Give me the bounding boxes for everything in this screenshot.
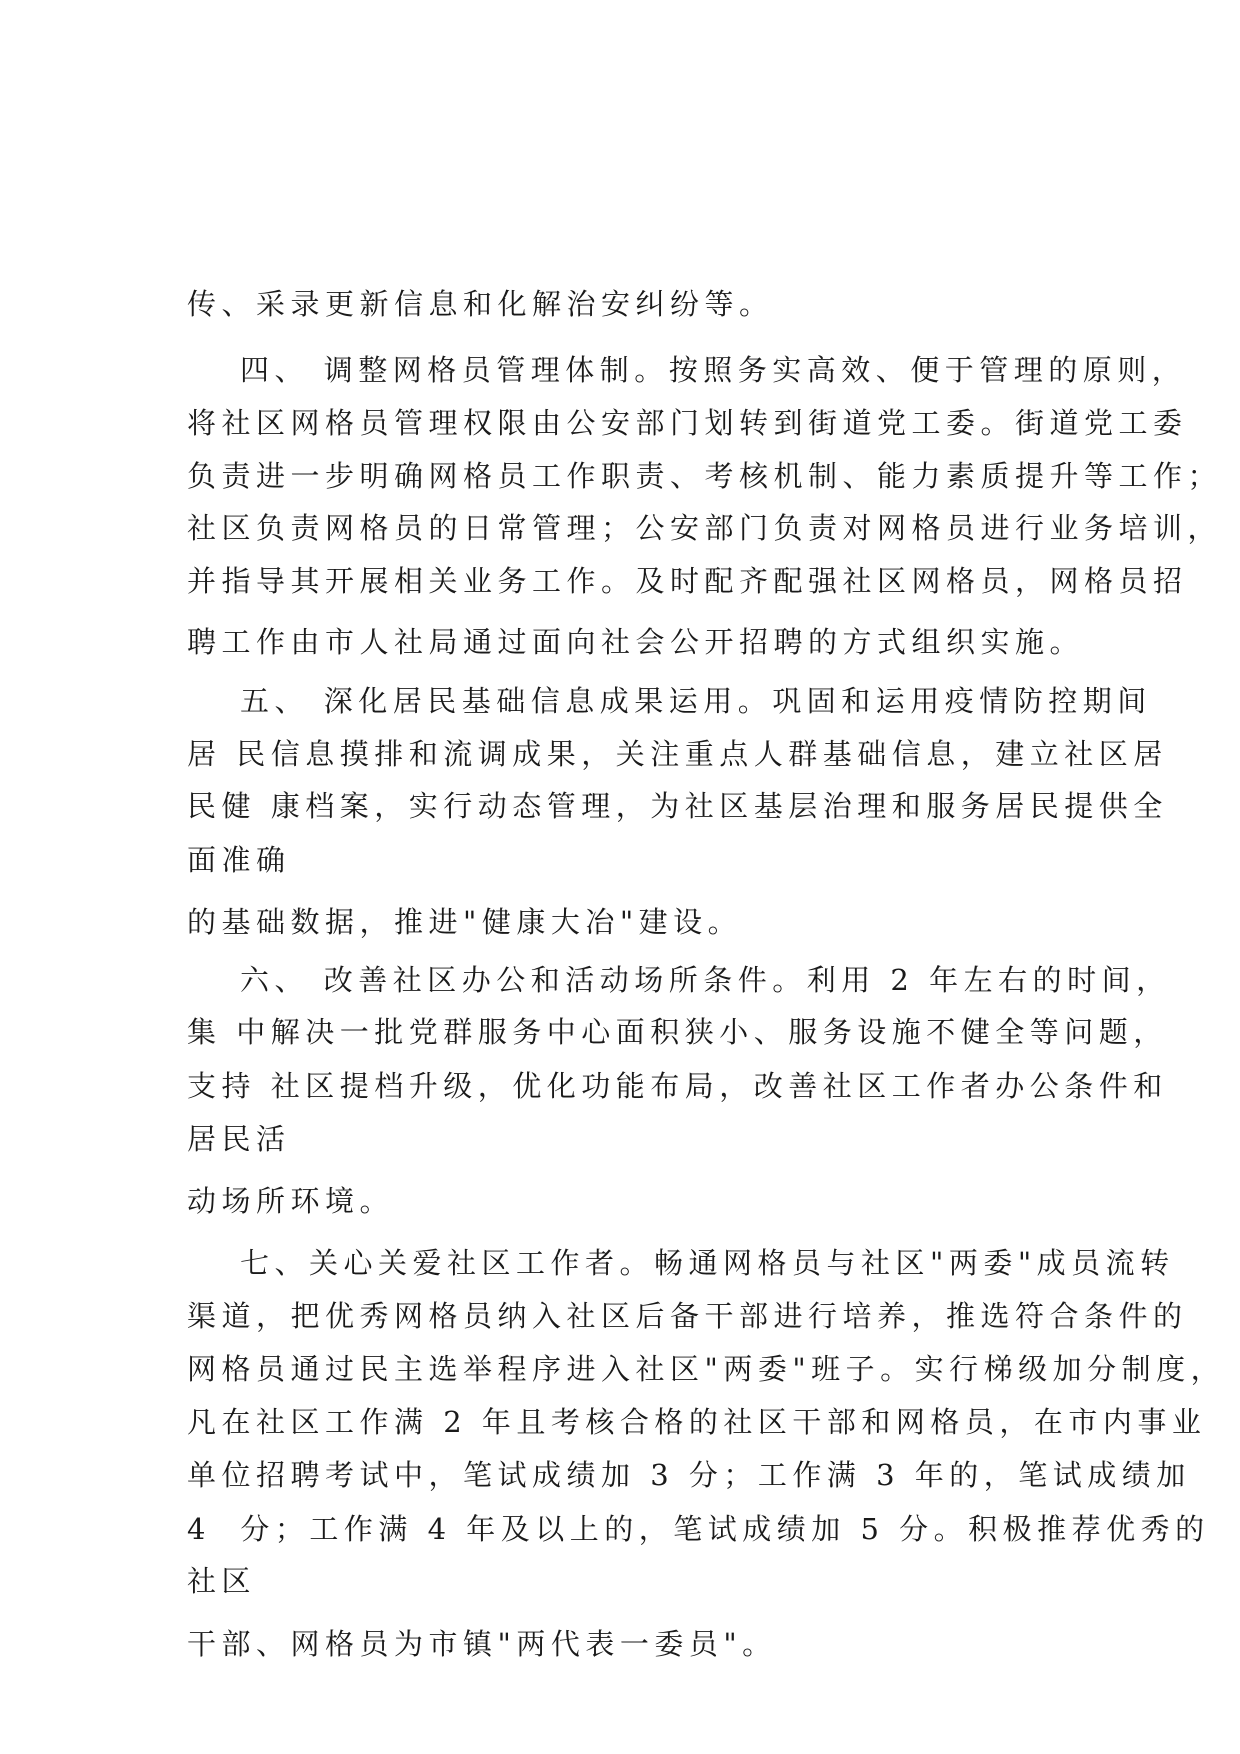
text-line: 干部、网格员为市镇"两代表一委员"。 — [187, 1627, 777, 1661]
text-line: 4 分；工作满 4 年及以上的，笔试成绩加 5 分。积极推荐优秀的 — [187, 1512, 1210, 1546]
text-line: 民健 康档案，实行动态管理，为社区基层治理和服务居民提供全 — [187, 789, 1168, 823]
text-line: 将社区网格员管理权限由公安部门划转到街道党工委。街道党工委 — [187, 406, 1188, 440]
text-line: 四、 调整网格员管理体制。按照务实高效、便于管理的原则， — [240, 353, 1187, 387]
text-line: 六、 改善社区办公和活动场所条件。利用 2 年左右的时间， — [240, 963, 1171, 997]
text-line: 聘工作由市人社局通过面向社会公开招聘的方式组织实施。 — [187, 625, 1085, 659]
text-line: 支持 社区提档升级，优化功能布局，改善社区工作者办公条件和 — [187, 1069, 1168, 1103]
text-line: 并指导其开展相关业务工作。及时配齐配强社区网格员，网格员招 — [187, 564, 1188, 598]
text-line: 单位招聘考试中，笔试成绩加 3 分；工作满 3 年的，笔试成绩加 — [187, 1458, 1191, 1492]
text-line: 的基础数据，推进"健康大冶"建设。 — [187, 905, 743, 939]
text-line: 社区负责网格员的日常管理；公安部门负责对网格员进行业务培训， — [187, 511, 1223, 545]
text-line: 网格员通过民主选举程序进入社区"两委"班子。实行梯级加分制度， — [187, 1352, 1226, 1386]
text-line: 面准确 — [187, 843, 291, 877]
text-line: 凡在社区工作满 2 年且考核合格的社区干部和网格员，在市内事业 — [187, 1405, 1207, 1439]
text-line: 传、采录更新信息和化解治安纠纷等。 — [187, 287, 774, 321]
text-line: 渠道，把优秀网格员纳入社区后备干部进行培养，推选符合条件的 — [187, 1299, 1188, 1333]
text-line: 七、关心关爱社区工作者。畅通网格员与社区"两委"成员流转 — [240, 1246, 1175, 1280]
text-line: 五、 深化居民基础信息成果运用。巩固和运用疫情防控期间 — [240, 684, 1152, 718]
text-line: 居 民信息摸排和流调成果，关注重点人群基础信息，建立社区居 — [187, 737, 1168, 771]
text-line: 动场所环境。 — [187, 1184, 395, 1218]
text-line: 集 中解决一批党群服务中心面积狭小、服务设施不健全等问题， — [187, 1015, 1168, 1049]
text-line: 负责进一步明确网格员工作职责、考核机制、能力素质提升等工作； — [187, 459, 1223, 493]
text-line: 居民活 — [187, 1122, 291, 1156]
text-line: 社区 — [187, 1564, 257, 1598]
